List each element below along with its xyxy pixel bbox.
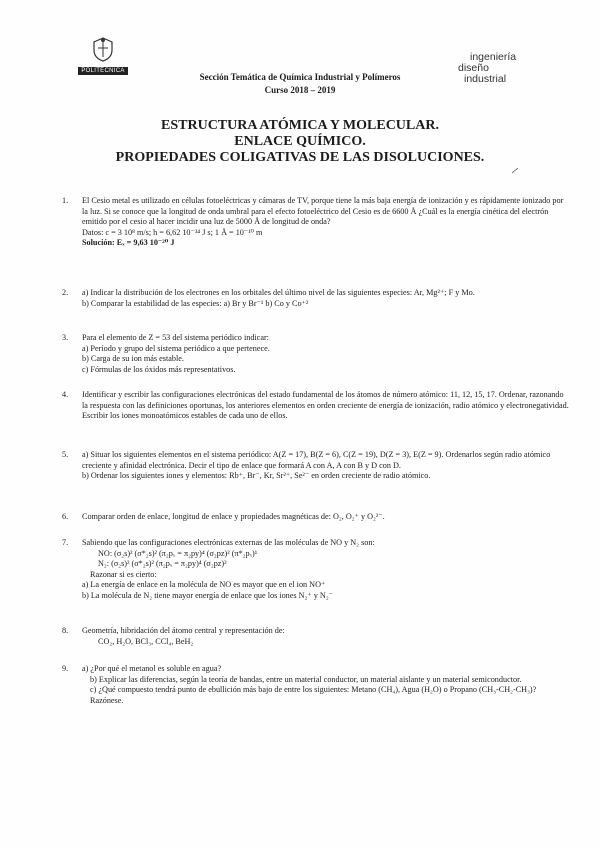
question-text: Comparar orden de enlace, longitud de enlace y propiedades magnéticas de: O₂, O₂⁺ y O₂²⁻. [82, 512, 385, 521]
question-part-c: c) Fórmulas de los óxidos más representativos. [82, 364, 236, 374]
title-line2: ENLACE QUÍMICO. [234, 134, 366, 149]
question-6 [62, 512, 570, 523]
question-part-a: a) Situar los siguientes elementos en el sistema periódico: A(Z = 17), B(Z = 6), C(Z = 19), D(Z = 3), E(Z = 9). Ordenarlos según radio atómico creciente y afinidad electrónica. Decir el tipo de enlace que formará A con A, A con B y D con D. [82, 450, 551, 470]
idi-logo-line2: diseño [458, 62, 489, 74]
question-number: 6. [62, 512, 69, 521]
course-header: Curso 2018 – 2019 [264, 85, 336, 95]
no-configuration: NO: (σ₂s)² (σ*₂s)² (π₂pₓ = π₂py)⁴ (σ₂pz)² (π*₂pₓ)¹ [98, 548, 258, 558]
question-data: Datos: c = 3 10⁸ m/s; h = 6,62 10⁻³⁴ J s; 1 Å = 10⁻¹⁰ m [82, 227, 263, 237]
question-3 [62, 333, 570, 375]
question-part-a: a) Indicar la distribución de los electrones en los orbitales del último nivel de las siguientes especies: Ar, Mg²⁺; F y Mo. [82, 288, 475, 297]
question-number: 5. [62, 450, 69, 459]
question-part-b: b) Carga de su ion más estable. [82, 354, 184, 363]
pen-mark-icon [512, 168, 518, 174]
question-part-b: b) Ordenar los siguientes iones y elementos: Rb⁺, Br⁻, Kr, Sr²⁺, Se²⁻ en orden creciente de radio atómico. [82, 471, 431, 480]
question-7 [62, 538, 570, 601]
idi-logo-line3: industrial [464, 73, 507, 85]
question-reason: Razonar si es cierto: [90, 569, 157, 579]
question-number: 1. [62, 196, 69, 205]
question-solution: Solución: Eₓ = 9,63 10⁻²⁰ J [82, 238, 175, 247]
question-number: 3. [62, 333, 69, 342]
question-number: 8. [62, 626, 69, 635]
question-2 [62, 288, 570, 309]
question-4 [62, 390, 570, 422]
question-number: 7. [62, 538, 69, 547]
section-header: Sección Temática de Química Industrial y Polímeros [199, 72, 401, 82]
question-text: Identificar y escribir las configuraciones electrónicas del estado fundamental de los átomos de número atómico: 11, 12, 15, 17. Ordenar, razonando la respuesta con las definiciones oportunas, los anteriores elementos en orden creciente de energía de ionización, radio atómico y electronegatividad. Escribir los iones monoatómicos estables de cada uno de ellos. [82, 390, 569, 420]
question-5 [62, 450, 570, 482]
question-part-b: b) Explicar las diferencias, según la teoría de bandas, entre un material conductor, un material aislante y un material semiconductor. [90, 674, 522, 684]
question-8 [62, 626, 570, 647]
upm-logo-text: POLITÉCNICA [78, 67, 128, 75]
question-intro: Para el elemento de Z = 53 del sistema periódico indicar: [82, 333, 269, 342]
upm-logo [78, 36, 128, 75]
idi-logo-line1: ingeniería [470, 51, 517, 63]
molecule-list: CO₂, H₂O, BCl₃, CCl₄, BeH₂ [98, 636, 194, 646]
question-part-a: a) ¿Por qué el metanol es soluble en agua? [82, 664, 222, 673]
n2-configuration: N₂: (σ₂s)² (σ*₂s)² (π₂pₓ = π₂py)⁴ (σ₂pz)² [98, 559, 227, 568]
title-line1: ESTRUCTURA ATÓMICA Y MOLECULAR. [161, 118, 439, 133]
crest-icon [88, 36, 118, 62]
question-9 [62, 664, 570, 706]
question-part-b: b) La molécula de N₂ tiene mayor energía de enlace que los iones N₂⁺ y N₂⁻ [82, 590, 333, 600]
title-line3: PROPIEDADES COLIGATIVAS DE LAS DISOLUCIONES. [115, 150, 485, 165]
question-part-a: a) La energía de enlace en la molécula de NO es mayor que en el ion NO⁺ [82, 580, 326, 589]
question-number: 9. [62, 664, 69, 673]
question-part-a: a) Período y grupo del sistema periódico a que pertenece. [82, 343, 270, 353]
question-number: 4. [62, 390, 69, 399]
question-number: 2. [62, 288, 69, 297]
question-intro: Geometría, hibridación del átomo central y representación de: [82, 626, 285, 635]
question-1 [62, 196, 570, 249]
question-part-c: c) ¿Qué compuesto tendrá punto de ebullición más bajo de entre los siguientes: Metano (CH₄), Agua (H₂O) o Propano (CH₃-CH₂-CH₃)? Razónese. [90, 685, 537, 705]
question-part-b: b) Comparar la estabilidad de las especies: a) Br y Br⁻¹ b) Co y Co⁺² [82, 298, 309, 308]
question-text: El Cesio metal es utilizado en células fotoeléctricas y cámaras de TV, porque tiene la más baja energía de ionización y es rápidamente ionizado por la luz. Si se conoce que la longitud de onda umbral para el efecto fotoeléctrico del Cesio es de 6600 Å ¿Cuál es la energía cinética del electrón emitido por el cesio al hacer incidir una luz de 5000 Å de longitud de onda? [82, 196, 564, 226]
question-intro: Sabiendo que las configuraciones electrónicas externas de las moléculas de NO y N₂ son: [82, 538, 375, 547]
